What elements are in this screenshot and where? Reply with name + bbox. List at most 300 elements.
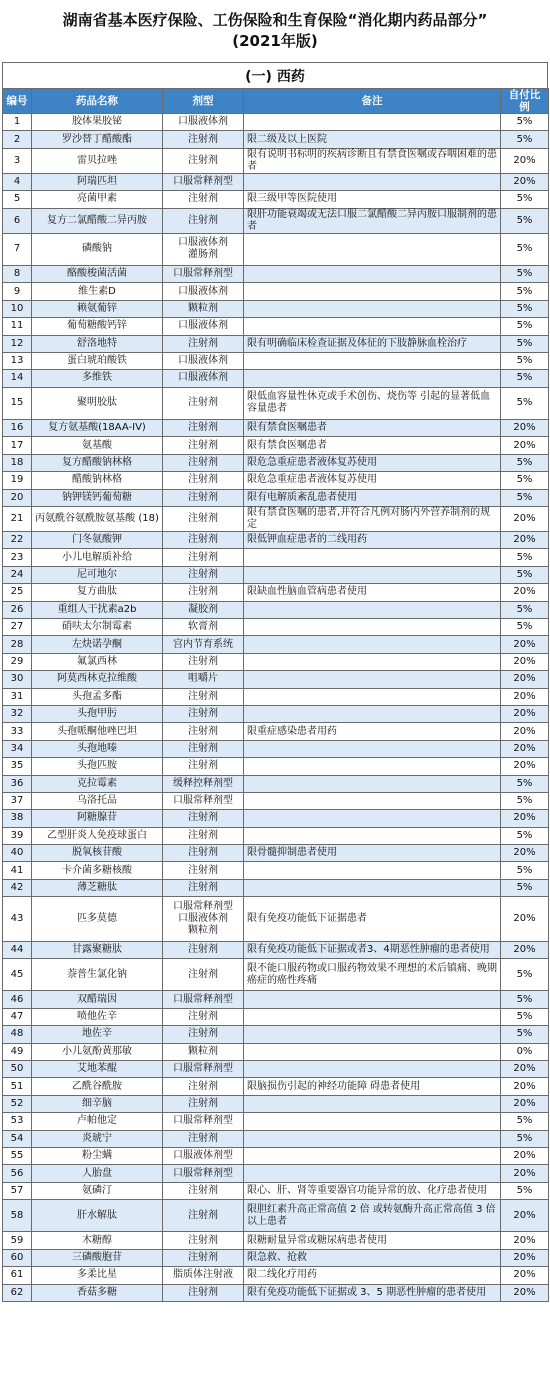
row-number: 61 (3, 1267, 32, 1284)
self-pay-ratio: 20% (501, 437, 549, 454)
dosage-form: 注射剂 (163, 1200, 244, 1232)
self-pay-ratio: 20% (501, 705, 549, 722)
table-row (3, 472, 549, 489)
self-pay-ratio: 5% (501, 1008, 549, 1025)
remarks: 限有禁食医嘱的患者,并符合凡例对肠内外营养制剂的规定 (244, 507, 501, 532)
dosage-form: 口服液体剂 (163, 370, 244, 387)
row-number: 43 (3, 897, 32, 941)
dosage-form: 注射剂 (163, 472, 244, 489)
row-number: 6 (3, 208, 32, 233)
dosage-form: 注射剂 (163, 723, 244, 740)
remarks: 限心、肝、肾等重要器官功能异常的放、化疗患者使用 (244, 1182, 501, 1199)
table-row (3, 335, 549, 352)
table-row (3, 532, 549, 549)
self-pay-ratio: 5% (501, 827, 549, 844)
table-row (3, 131, 549, 148)
row-number: 59 (3, 1232, 32, 1249)
row-number: 37 (3, 792, 32, 809)
drug-name: 尼可地尔 (32, 566, 163, 583)
row-number: 8 (3, 265, 32, 282)
remarks: 限肝功能衰竭或无法口服二氯醋酸二异丙胺口服制剂的患者 (244, 208, 501, 233)
table-row (3, 173, 549, 190)
dosage-form: 注射剂 (163, 845, 244, 862)
dosage-form: 口服液体剂型 (163, 1147, 244, 1164)
remarks (244, 1095, 501, 1112)
row-number: 5 (3, 191, 32, 208)
dosage-form: 注射剂 (163, 879, 244, 896)
remarks: 限不能口服药物或口服药物效果不理想的术后镇痛、晚期癌症的癌性疼痛 (244, 959, 501, 991)
dosage-form: 咀嚼片 (163, 671, 244, 688)
remarks (244, 792, 501, 809)
drug-name: 头孢哌酮他唑巴坦 (32, 723, 163, 740)
header-drug-name: 药品名称 (32, 89, 163, 114)
self-pay-ratio: 20% (501, 1147, 549, 1164)
drug-name: 蛋白琥珀酸铁 (32, 352, 163, 369)
row-number: 32 (3, 705, 32, 722)
self-pay-ratio: 20% (501, 1078, 549, 1095)
table-row (3, 191, 549, 208)
table-row (3, 1008, 549, 1025)
table-row (3, 318, 549, 335)
dosage-form: 注射剂 (163, 1182, 244, 1199)
remarks (244, 1008, 501, 1025)
self-pay-ratio: 5% (501, 566, 549, 583)
table-row (3, 991, 549, 1008)
table-row (3, 1113, 549, 1130)
self-pay-ratio: 5% (501, 618, 549, 635)
drug-name: 舒洛地特 (32, 335, 163, 352)
table-header-row (3, 89, 549, 114)
header-dosage-form: 剂型 (163, 89, 244, 114)
self-pay-ratio: 5% (501, 879, 549, 896)
table-row (3, 705, 549, 722)
dosage-form: 注射剂 (163, 420, 244, 437)
table-row (3, 1026, 549, 1043)
table-row (3, 114, 549, 131)
row-number: 38 (3, 810, 32, 827)
self-pay-ratio: 5% (501, 208, 549, 233)
drug-name: 脱氧核苷酸 (32, 845, 163, 862)
remarks: 限低血容量性休克或手术创伤、烧伤等 引起的显著低血容量患者 (244, 387, 501, 419)
dosage-form: 注射剂 (163, 489, 244, 506)
remarks: 限有免疫功能低下证据或 3、5 期恶性肿瘤的患者使用 (244, 1284, 501, 1301)
remarks: 限有禁食医嘱患者 (244, 420, 501, 437)
dosage-form: 口服液体剂 (163, 114, 244, 131)
dosage-form: 注射剂 (163, 1008, 244, 1025)
row-number: 44 (3, 941, 32, 958)
self-pay-ratio: 5% (501, 601, 549, 618)
remarks (244, 114, 501, 131)
row-number: 28 (3, 636, 32, 653)
table-row (3, 1284, 549, 1301)
dosage-form: 注射剂 (163, 584, 244, 601)
row-number: 9 (3, 283, 32, 300)
drug-name: 喷他佐辛 (32, 1008, 163, 1025)
self-pay-ratio: 20% (501, 173, 549, 190)
row-number: 33 (3, 723, 32, 740)
drug-name: 乌洛托品 (32, 792, 163, 809)
row-number: 18 (3, 454, 32, 471)
dosage-form: 注射剂 (163, 688, 244, 705)
remarks (244, 566, 501, 583)
dosage-form: 软膏剂 (163, 618, 244, 635)
self-pay-ratio: 20% (501, 723, 549, 740)
drug-name: 头孢匹胺 (32, 758, 163, 775)
drug-name: 醋酸钠林格 (32, 472, 163, 489)
drug-name: 头孢甲肟 (32, 705, 163, 722)
table-row (3, 1130, 549, 1147)
remarks (244, 1060, 501, 1077)
self-pay-ratio: 5% (501, 131, 549, 148)
drug-name: 胶体果胶铋 (32, 114, 163, 131)
row-number: 4 (3, 173, 32, 190)
self-pay-ratio: 5% (501, 862, 549, 879)
drug-name: 葡萄糖酸钙锌 (32, 318, 163, 335)
drug-name: 卢帕他定 (32, 1113, 163, 1130)
remarks (244, 1130, 501, 1147)
drug-name: 钠钾镁钙葡萄糖 (32, 489, 163, 506)
self-pay-ratio: 20% (501, 148, 549, 173)
dosage-form: 口服液体剂 (163, 283, 244, 300)
drug-name: 复方二氯醋酸二异丙胺 (32, 208, 163, 233)
self-pay-ratio: 5% (501, 300, 549, 317)
self-pay-ratio: 20% (501, 671, 549, 688)
row-number: 51 (3, 1078, 32, 1095)
table-row (3, 601, 549, 618)
row-number: 39 (3, 827, 32, 844)
drug-name: 三磷酸胞苷 (32, 1249, 163, 1266)
remarks (244, 300, 501, 317)
remarks: 限有明确临床检查证据及体征的下肢静脉血栓治疗 (244, 335, 501, 352)
dosage-form: 注射剂 (163, 740, 244, 757)
header-number: 编号 (3, 89, 32, 114)
dosage-form: 注射剂 (163, 1130, 244, 1147)
remarks (244, 352, 501, 369)
dosage-form: 注射剂 (163, 335, 244, 352)
row-number: 13 (3, 352, 32, 369)
dosage-form: 口服液体剂 灌肠剂 (163, 233, 244, 265)
self-pay-ratio: 20% (501, 532, 549, 549)
row-number: 45 (3, 959, 32, 991)
row-number: 35 (3, 758, 32, 775)
remarks (244, 758, 501, 775)
row-number: 54 (3, 1130, 32, 1147)
dosage-form: 注射剂 (163, 810, 244, 827)
table-row (3, 636, 549, 653)
drug-name: 双醋瑞因 (32, 991, 163, 1008)
dosage-form: 注射剂 (163, 758, 244, 775)
self-pay-ratio: 20% (501, 845, 549, 862)
drug-name: 氟氯西林 (32, 653, 163, 670)
row-number: 16 (3, 420, 32, 437)
dosage-form: 注射剂 (163, 705, 244, 722)
row-number: 12 (3, 335, 32, 352)
row-number: 50 (3, 1060, 32, 1077)
self-pay-ratio: 5% (501, 370, 549, 387)
table-row (3, 1232, 549, 1249)
remarks (244, 740, 501, 757)
dosage-form: 注射剂 (163, 532, 244, 549)
remarks (244, 1026, 501, 1043)
row-number: 21 (3, 507, 32, 532)
dosage-form: 口服常释剂型 口服液体剂 颗粒剂 (163, 897, 244, 941)
drug-name: 阿糖腺苷 (32, 810, 163, 827)
dosage-form: 注射剂 (163, 454, 244, 471)
drug-name: 赖氨葡锌 (32, 300, 163, 317)
drug-name: 氨基酸 (32, 437, 163, 454)
row-number: 56 (3, 1165, 32, 1182)
remarks: 限有说明书标明的疾病诊断且有禁食医嘱或吞咽困难的患者 (244, 148, 501, 173)
self-pay-ratio: 20% (501, 1284, 549, 1301)
remarks: 限三级甲等医院使用 (244, 191, 501, 208)
remarks (244, 549, 501, 566)
remarks (244, 688, 501, 705)
table-row (3, 1078, 549, 1095)
self-pay-ratio: 5% (501, 991, 549, 1008)
drug-name: 头孢地嗪 (32, 740, 163, 757)
table-row (3, 897, 549, 941)
table-row (3, 208, 549, 233)
remarks (244, 1165, 501, 1182)
dosage-form: 颗粒剂 (163, 300, 244, 317)
table-row (3, 549, 549, 566)
drug-name: 卡介菌多糖核酸 (32, 862, 163, 879)
remarks (244, 862, 501, 879)
remarks (244, 318, 501, 335)
remarks (244, 233, 501, 265)
remarks (244, 601, 501, 618)
remarks (244, 283, 501, 300)
title-line-1: 湖南省基本医疗保险、工伤保险和生育保险“消化期内药品部分” (62, 11, 488, 29)
self-pay-ratio: 5% (501, 1113, 549, 1130)
self-pay-ratio: 5% (501, 1182, 549, 1199)
table-body (3, 114, 549, 1302)
drug-name: 复方氨基酸(18AA-IV) (32, 420, 163, 437)
drug-name: 小儿氨酚黄那敏 (32, 1043, 163, 1060)
self-pay-ratio: 20% (501, 1095, 549, 1112)
remarks (244, 265, 501, 282)
row-number: 60 (3, 1249, 32, 1266)
drug-name: 地佐辛 (32, 1026, 163, 1043)
row-number: 57 (3, 1182, 32, 1199)
table-row (3, 1095, 549, 1112)
remarks: 限重症感染患者用药 (244, 723, 501, 740)
drug-name: 氨磷汀 (32, 1182, 163, 1199)
row-number: 2 (3, 131, 32, 148)
table-row (3, 827, 549, 844)
remarks: 限二线化疗用药 (244, 1267, 501, 1284)
remarks: 限低钾血症患者的二线用药 (244, 532, 501, 549)
drug-name: 匹多莫德 (32, 897, 163, 941)
row-number: 62 (3, 1284, 32, 1301)
table-row (3, 370, 549, 387)
dosage-form: 注射剂 (163, 208, 244, 233)
self-pay-ratio: 20% (501, 420, 549, 437)
dosage-form: 注射剂 (163, 566, 244, 583)
table-row (3, 265, 549, 282)
drug-name: 复方曲肽 (32, 584, 163, 601)
self-pay-ratio: 20% (501, 653, 549, 670)
dosage-form: 口服液体剂 (163, 318, 244, 335)
self-pay-ratio: 20% (501, 897, 549, 941)
self-pay-ratio: 5% (501, 191, 549, 208)
remarks: 限危急重症患者液体复苏使用 (244, 454, 501, 471)
row-number: 27 (3, 618, 32, 635)
drug-name: 酪酸梭菌活菌 (32, 265, 163, 282)
self-pay-ratio: 20% (501, 1267, 549, 1284)
self-pay-ratio: 5% (501, 549, 549, 566)
self-pay-ratio: 5% (501, 1130, 549, 1147)
dosage-form: 脂质体注射液 (163, 1267, 244, 1284)
drug-name: 复方醋酸钠林格 (32, 454, 163, 471)
self-pay-ratio: 5% (501, 318, 549, 335)
remarks (244, 653, 501, 670)
table-row (3, 671, 549, 688)
dosage-form: 口服常释剂型 (163, 991, 244, 1008)
table-row (3, 1182, 549, 1199)
self-pay-ratio: 5% (501, 775, 549, 792)
self-pay-ratio: 20% (501, 1249, 549, 1266)
table-row (3, 723, 549, 740)
drug-name: 肝水解肽 (32, 1200, 163, 1232)
dosage-form: 注射剂 (163, 1232, 244, 1249)
remarks: 限有电解质紊乱患者使用 (244, 489, 501, 506)
drug-name: 人胎盘 (32, 1165, 163, 1182)
remarks: 限二级及以上医院 (244, 131, 501, 148)
table-row (3, 653, 549, 670)
table-row (3, 1249, 549, 1266)
dosage-form: 注射剂 (163, 131, 244, 148)
remarks (244, 370, 501, 387)
drug-name: 门冬氨酸钾 (32, 532, 163, 549)
self-pay-ratio: 20% (501, 636, 549, 653)
self-pay-ratio: 5% (501, 387, 549, 419)
dosage-form: 口服常释剂型 (163, 792, 244, 809)
self-pay-ratio: 5% (501, 472, 549, 489)
dosage-form: 注射剂 (163, 1284, 244, 1301)
document-title (0, 0, 550, 62)
table-row (3, 584, 549, 601)
dosage-form: 口服常释剂型 (163, 1060, 244, 1077)
drug-name: 硝呋太尔制霉素 (32, 618, 163, 635)
dosage-form: 口服液体剂 (163, 352, 244, 369)
table-row (3, 1165, 549, 1182)
row-number: 14 (3, 370, 32, 387)
remarks: 限有禁食医嘱患者 (244, 437, 501, 454)
remarks (244, 879, 501, 896)
drug-name: 多维铁 (32, 370, 163, 387)
dosage-form: 注射剂 (163, 437, 244, 454)
header-remarks: 备注 (244, 89, 501, 114)
row-number: 25 (3, 584, 32, 601)
table-row (3, 862, 549, 879)
table-row (3, 688, 549, 705)
dosage-form: 注射剂 (163, 1095, 244, 1112)
table-row (3, 1147, 549, 1164)
row-number: 49 (3, 1043, 32, 1060)
table-row (3, 387, 549, 419)
drug-name: 克拉霉素 (32, 775, 163, 792)
table-row (3, 300, 549, 317)
drug-name: 粉尘螨 (32, 1147, 163, 1164)
table-row (3, 1060, 549, 1077)
dosage-form: 注射剂 (163, 1078, 244, 1095)
dosage-form: 注射剂 (163, 941, 244, 958)
self-pay-ratio: 5% (501, 335, 549, 352)
row-number: 24 (3, 566, 32, 583)
row-number: 58 (3, 1200, 32, 1232)
table-row (3, 233, 549, 265)
table-row (3, 454, 549, 471)
table-row (3, 810, 549, 827)
row-number: 22 (3, 532, 32, 549)
remarks (244, 775, 501, 792)
self-pay-ratio: 5% (501, 352, 549, 369)
drug-name: 木糖醇 (32, 1232, 163, 1249)
table-row (3, 1267, 549, 1284)
self-pay-ratio: 20% (501, 1232, 549, 1249)
self-pay-ratio: 5% (501, 792, 549, 809)
remarks: 限脑损伤引起的神经功能障 碍患者使用 (244, 1078, 501, 1095)
row-number: 15 (3, 387, 32, 419)
dosage-form: 注射剂 (163, 653, 244, 670)
header-self-pay-ratio: 自付比例 (501, 89, 549, 114)
row-number: 20 (3, 489, 32, 506)
row-number: 55 (3, 1147, 32, 1164)
row-number: 26 (3, 601, 32, 618)
drug-name: 乙型肝炎人免疫球蛋白 (32, 827, 163, 844)
table-row (3, 148, 549, 173)
drug-name: 艾地苯醌 (32, 1060, 163, 1077)
table-row (3, 740, 549, 757)
remarks (244, 1147, 501, 1164)
self-pay-ratio: 5% (501, 1026, 549, 1043)
row-number: 48 (3, 1026, 32, 1043)
remarks (244, 827, 501, 844)
table-row (3, 283, 549, 300)
row-number: 42 (3, 879, 32, 896)
row-number: 40 (3, 845, 32, 862)
table-row (3, 507, 549, 532)
dosage-form: 口服常释剂型 (163, 173, 244, 190)
row-number: 41 (3, 862, 32, 879)
drug-name: 甘露聚糖肽 (32, 941, 163, 958)
drug-name: 萘普生氯化钠 (32, 959, 163, 991)
self-pay-ratio: 20% (501, 740, 549, 757)
drug-name: 重组人干扰素a2b (32, 601, 163, 618)
row-number: 53 (3, 1113, 32, 1130)
self-pay-ratio: 20% (501, 1200, 549, 1232)
drug-name: 左炔诺孕酮 (32, 636, 163, 653)
remarks (244, 1113, 501, 1130)
row-number: 7 (3, 233, 32, 265)
remarks: 限有免疫功能低下证据或者3、4期恶性肿瘤的患者使用 (244, 941, 501, 958)
remarks: 限危急重症患者液体复苏使用 (244, 472, 501, 489)
dosage-form: 口服常释剂型 (163, 1113, 244, 1130)
table-row (3, 489, 549, 506)
self-pay-ratio: 20% (501, 688, 549, 705)
table-row (3, 941, 549, 958)
self-pay-ratio: 20% (501, 758, 549, 775)
table-row (3, 879, 549, 896)
table-row (3, 959, 549, 991)
self-pay-ratio: 5% (501, 454, 549, 471)
drug-name: 多柔比星 (32, 1267, 163, 1284)
dosage-form: 注射剂 (163, 549, 244, 566)
drug-name: 香菇多糖 (32, 1284, 163, 1301)
drug-table (2, 88, 549, 1302)
row-number: 36 (3, 775, 32, 792)
